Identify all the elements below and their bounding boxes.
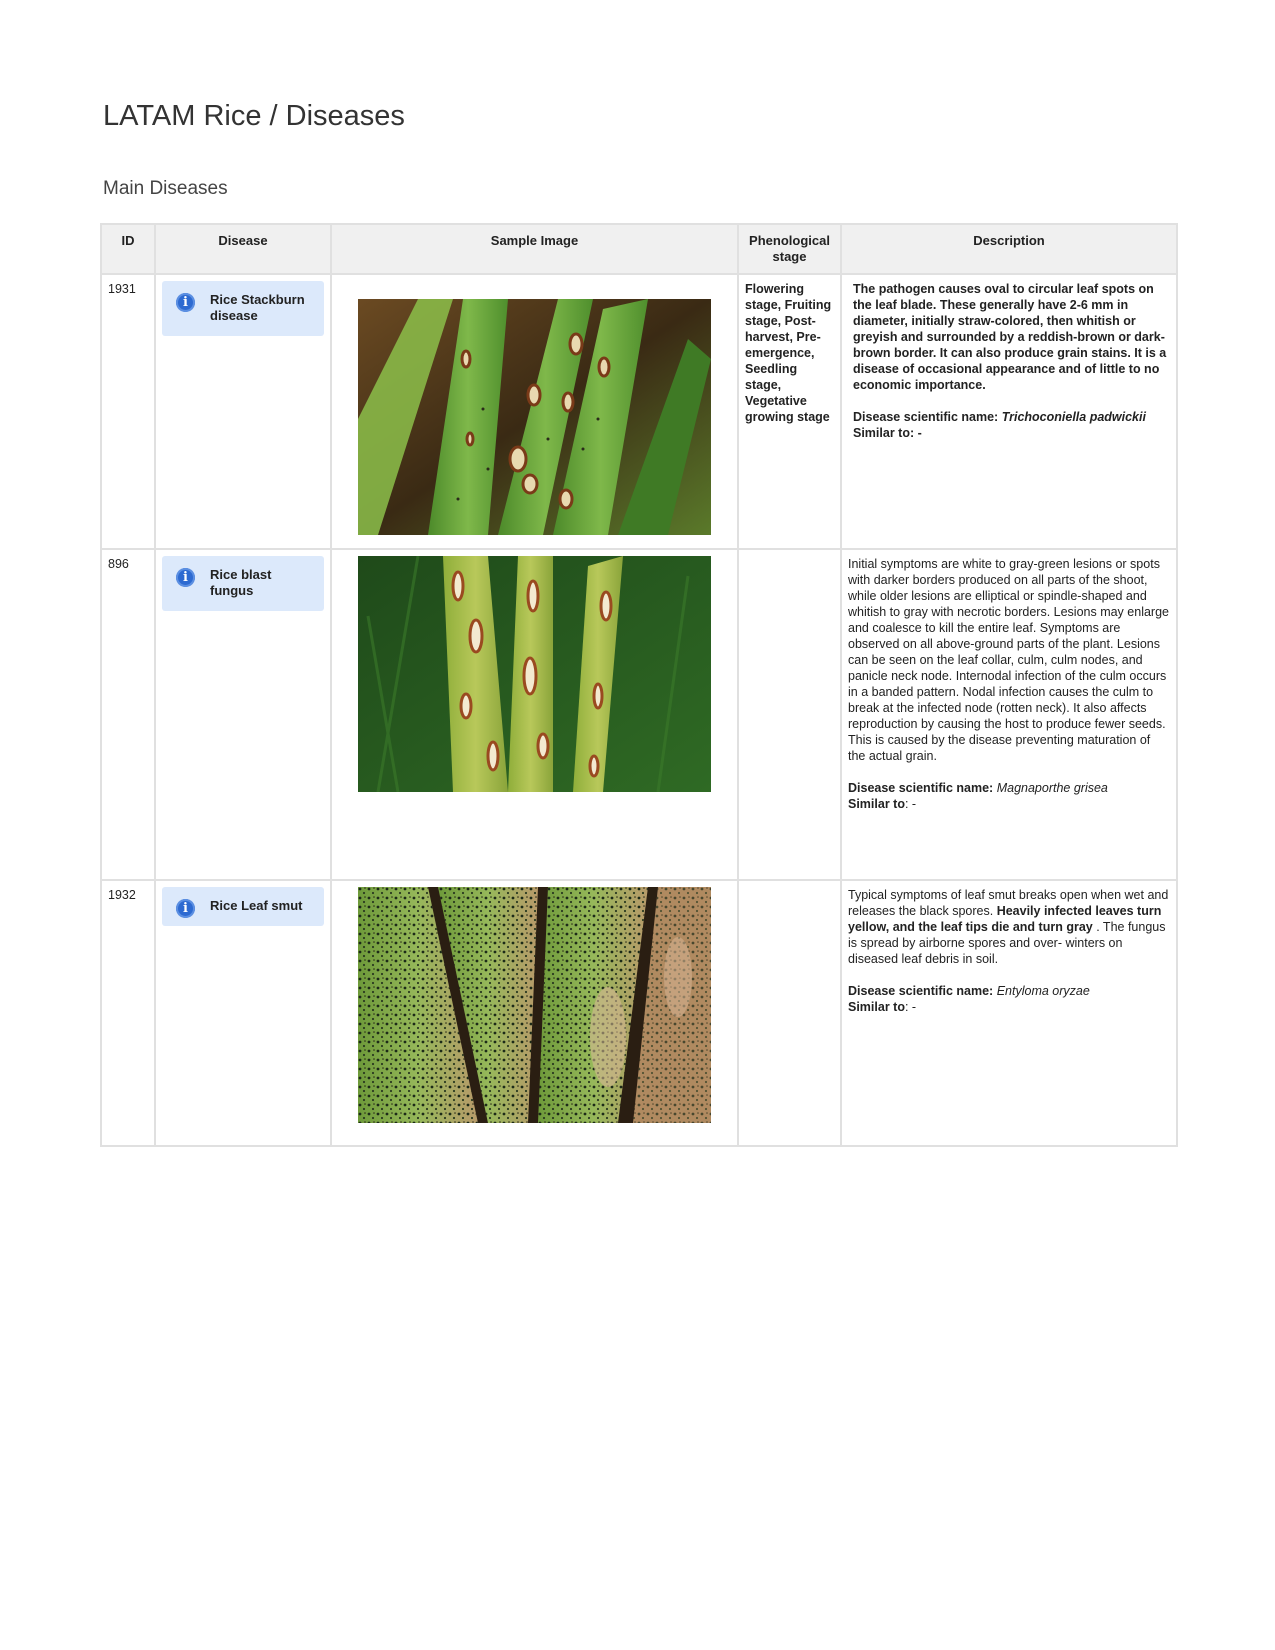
similar-to-line	[853, 425, 1170, 441]
description-part: . The fungus is spread by airborne spores and over- winters on diseased leaf debris in soil.	[848, 920, 1166, 966]
row-id: 1932	[101, 880, 155, 1146]
disease-name: Rice Leaf smut	[210, 898, 303, 913]
description-cell	[841, 274, 1177, 549]
header-disease: Disease	[155, 224, 331, 274]
scientific-name: Magnaporthe grisea	[996, 781, 1108, 795]
rice-leaf-smut-image	[358, 887, 711, 1123]
table-row	[101, 274, 1177, 549]
table-row	[101, 880, 1177, 1146]
scientific-name: Entyloma oryzae	[996, 984, 1090, 998]
header-phenological-stage: Phenological stage	[738, 224, 841, 274]
rice-stackburn-leaf-image	[358, 299, 711, 535]
phenological-stage	[738, 549, 841, 880]
scientific-name-line	[848, 983, 1170, 999]
similar-to-line	[848, 999, 1170, 1015]
similar-to-value: : -	[904, 797, 917, 811]
section-title: Main Diseases	[103, 178, 228, 199]
info-icon: i	[176, 293, 195, 312]
description-text: Initial symptoms are white to gray-green lesions or spots with darker borders produced on all parts of the shoot, while older lesions are elliptical or spindle-shaped and whitish to gray with necrotic borders. Lesions may enlarge and coalesce to kill the entire leaf. Symptoms are observed on all above-ground parts of the plant. Lesions can be seen on the leaf collar, culm, culm nodes, and panicle neck node. Internodal infection of the culm occurs in a banded pattern. Nodal infection causes the culm to break at the infected node (rotten neck). It also affects reproduction by causing the host to produce fewer seeds. This is caused by the disease preventing maturation of the actual grain.	[848, 557, 1169, 763]
row-id: 1931	[101, 274, 155, 549]
description-text	[848, 887, 1170, 967]
disease-cell	[155, 880, 331, 1146]
description-cell	[841, 880, 1177, 1146]
diseases-table	[100, 223, 1178, 1147]
similar-to-label: Similar to:	[853, 426, 915, 440]
phenological-stage	[738, 880, 841, 1146]
similar-to-value: -	[914, 426, 922, 440]
description-emphasis: Heavily infected leaves turn yellow, and the leaf tips die and turn gray	[848, 904, 1162, 934]
disease-link-rice-stackburn[interactable]	[162, 281, 324, 336]
scientific-name: Trichoconiella padwickii	[1001, 410, 1146, 424]
scientific-name-label: Disease scientific name:	[853, 410, 999, 424]
similar-to-value: : -	[904, 1000, 917, 1014]
table-header-row	[101, 224, 1177, 274]
scientific-name-label: Disease scientific name:	[848, 984, 994, 998]
table-row	[101, 549, 1177, 880]
header-description: Description	[841, 224, 1177, 274]
page-title: LATAM Rice / Diseases	[103, 100, 405, 132]
row-id: 896	[101, 549, 155, 880]
header-sample-image: Sample Image	[331, 224, 738, 274]
disease-cell	[155, 274, 331, 549]
scientific-name-line	[853, 409, 1170, 425]
disease-link-rice-blast[interactable]	[162, 556, 324, 611]
info-icon: i	[176, 568, 195, 587]
disease-name: Rice blast fungus	[210, 567, 272, 598]
description-cell	[841, 549, 1177, 880]
phenological-stage: Flowering stage, Fruiting stage, Post-harvest, Pre-emergence, Seedling stage, Vegetative growing stage	[738, 274, 841, 549]
description-part: Typical symptoms of leaf smut breaks open when wet and releases the black spores.	[848, 888, 1169, 918]
header-id: ID	[101, 224, 155, 274]
rice-blast-leaf-image	[358, 556, 711, 792]
disease-link-rice-leaf-smut[interactable]	[162, 887, 324, 926]
image-cell	[331, 549, 738, 880]
scientific-name-label: Disease scientific name:	[848, 781, 994, 795]
similar-to-line	[848, 796, 1170, 812]
disease-cell	[155, 549, 331, 880]
similar-to-label: Similar to	[848, 797, 905, 811]
image-cell	[331, 880, 738, 1146]
image-cell	[331, 274, 738, 549]
disease-name: Rice Stackburn disease	[210, 292, 305, 323]
scientific-name-line	[848, 780, 1170, 796]
info-icon: i	[176, 899, 195, 918]
description-text: The pathogen causes oval to circular leaf spots on the leaf blade. These generally have 2-6 mm in diameter, initially straw-colored, then whitish or greyish and surrounded by a reddish-brown or dark-brown border. It can also produce grain stains. It is a disease of occasional appearance and of little to no economic importance.	[853, 282, 1167, 392]
similar-to-label: Similar to	[848, 1000, 905, 1014]
